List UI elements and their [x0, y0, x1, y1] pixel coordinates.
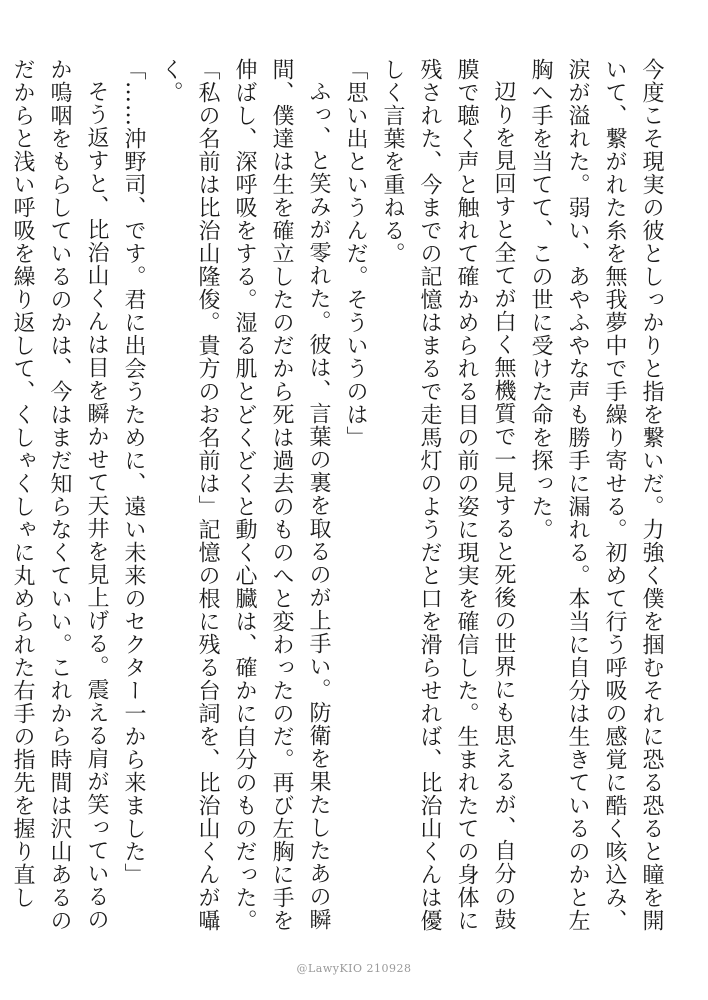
watermark-credit: @LawyKIO 210928 [296, 962, 412, 975]
paragraph-7: そう返すと、比治山くんは目を瞬かせて天井を見上げる。震える肩が笑っているのか嗚咽をもらしているのかは、今はまだ知らなくていい。これから時間は沢山あるのだからと浅い呼吸を繰り返して、くしゃくしゃに丸められた右手の指先を握り直し [10, 58, 109, 932]
paragraph-5-dialogue: 「私の名前は比治山隆俊。貴方のお名前は」記憶の根に残る台詞を、比治山くんが囁く。 [158, 58, 220, 932]
paragraph-3-dialogue: 「思い出というんだ。そういうのは」 [343, 58, 368, 449]
paragraph-6-dialogue: 「……沖野司、です。君に出会うために、遠い未来のセクター一から来ました」 [121, 58, 146, 886]
vertical-text-body [0, 58, 670, 938]
paragraph-4: ふっ、と笑みが零れた。彼は、言葉の裏を取るのが上手い。防衛を果たしたあの瞬間、僕達は生を確立したのだから死は過去のものへと変わったのだ。再び左胸に手を伸ばし、深呼吸をする。湿る肌とどくどくと動く心臓は、確かに自分のものだった。 [232, 58, 331, 932]
paragraph-2: 辺りを見回すと全てが白く無機質で一見すると死後の世界にも思えるが、自分の鼓膜で聴く声と触れて確かめられる目の前の姿に現実を確信した。生まれたての身体に残された、今までの記憶はまるで走馬灯のようだと口を滑らせれば、比治山くんは優しく言葉を重ねる。 [380, 58, 516, 932]
paragraph-1: 今度こそ現実の彼としっかりと指を繋いだ。力強く僕を掴むそれに恐る恐ると瞳を開いて、繋がれた糸を無我夢中で手繰り寄せる。初めて行う呼吸の感覚に酷く咳込み、涙が溢れた。弱い、あやふやな声も勝手に漏れる。本当に自分は生きているのかと左胸へ手を当てて、この世に受けた命を探った。 [528, 58, 664, 932]
